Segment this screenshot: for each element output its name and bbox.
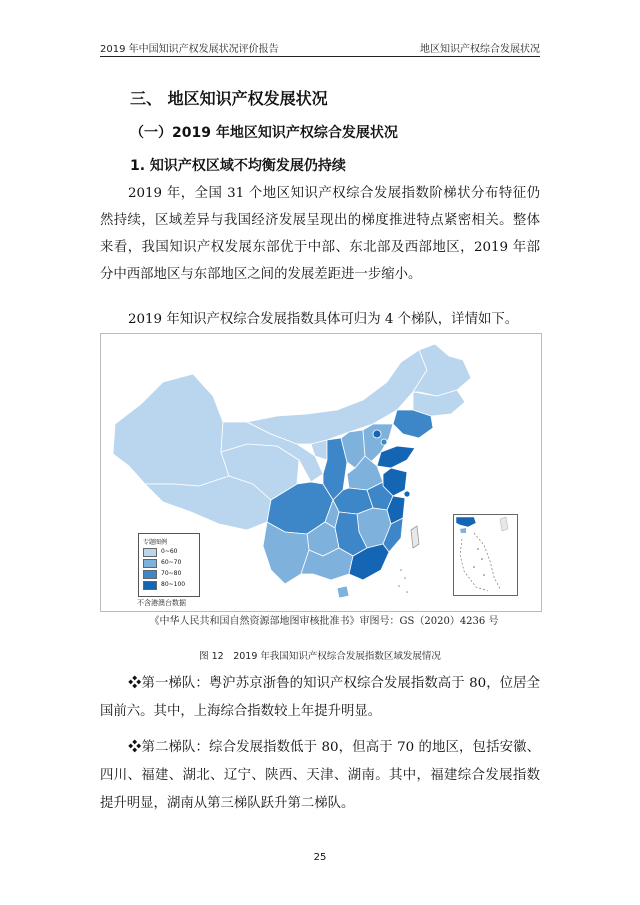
- tier-two-paragraph: ❖第二梯队：综合发展指数低于 80，但高于 70 的地区，包括安徽、四川、福建、湖北、辽宁、陕西、天津、湖南。其中，福建综合发展指数提升明显，湖南从第三梯队跃升第二梯队。: [100, 740, 540, 811]
- tier-one-paragraph: ❖第一梯队：粤沪苏京浙鲁的知识产权综合发展指数高于 80，位居全国前六。其中，上海综合指数较上年提升明显。: [100, 676, 540, 719]
- legend-label: 70~80: [161, 570, 182, 577]
- region-hainan: [337, 586, 349, 598]
- region-shanghai: [404, 491, 410, 497]
- region-xinjiang: [113, 374, 229, 486]
- section-title: 三、 地区知识产权发展状况: [130, 89, 328, 108]
- legend-label: 0~60: [161, 548, 178, 555]
- header-rule: [100, 56, 540, 57]
- region-tianjin: [381, 439, 387, 445]
- legend-swatch: [143, 570, 157, 579]
- legend-title: 专题图例: [143, 539, 168, 546]
- region-beijing: [373, 430, 381, 438]
- body-paragraph-1: 2019 年，全国 31 个地区知识产权综合发展指数阶梯状分布特征仍然持续，区域差异与我国经济发展呈现出的梯度推进特点紧密相关。整体来看，我国知识产权发展东部优于中部、东北部及西部地区，2019 年部分中西部地区与东部地区之间的发展差距进一步缩小。: [100, 186, 540, 282]
- legend-label: 80~100: [161, 581, 186, 588]
- south-china-sea-inset: [453, 514, 518, 596]
- map-legend: [138, 533, 200, 597]
- running-header-right: 地区知识产权综合发展状况: [420, 44, 540, 55]
- south-china-sea-dots: [398, 569, 408, 593]
- region-taiwan: [411, 526, 419, 548]
- map-source-line: 《中华人民共和国自然资源部地图审核批准书》审图号：GS（2020）4236 号: [149, 616, 499, 627]
- figure-caption: 图 12 2019 年我国知识产权综合发展指数区域发展情况: [199, 651, 441, 662]
- running-header-left: 2019 年中国知识产权发展状况评价报告: [100, 44, 279, 55]
- legend-label: 60~70: [161, 559, 182, 566]
- legend-swatch: [143, 548, 157, 557]
- legend-swatch: [143, 581, 157, 590]
- legend-swatch: [143, 559, 157, 568]
- inset-graphic: [454, 515, 517, 595]
- body-paragraph-2: 2019 年知识产权综合发展指数具体可归为 4 个梯队，详情如下。: [128, 312, 519, 327]
- page-number: 25: [313, 852, 327, 863]
- map-note: 不含港澳台数据: [137, 599, 186, 607]
- subsection-title: （一）2019 年地区知识产权综合发展状况: [130, 125, 398, 141]
- point-title: 1. 知识产权区域不均衡发展仍持续: [130, 158, 346, 174]
